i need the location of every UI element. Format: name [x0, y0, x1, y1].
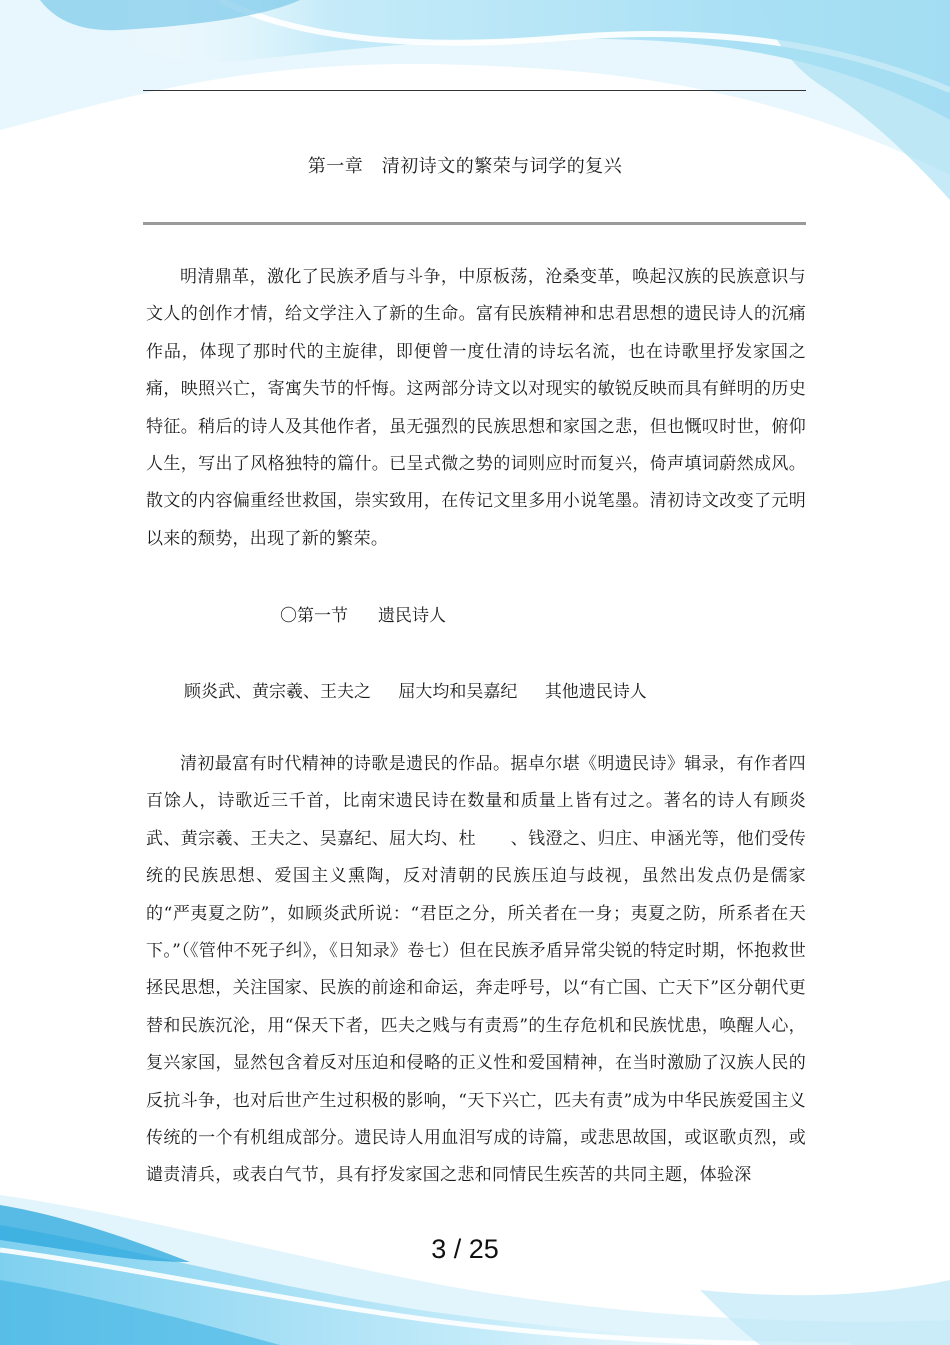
- title-divider: [143, 222, 806, 225]
- topic-item: 屈大均和吴嘉纪: [398, 682, 518, 702]
- intro-paragraph: 明清鼎革，激化了民族矛盾与斗争，中原板荡，沧桑变革，唤起汉族的民族意识与文人的创作才情，给文学注入了新的生命。富有民族精神和忠君思想的遗民诗人的沉痛作品，体现了那时代的主旋律，即便曾一度仕清的诗坛名流，也在诗歌里抒发家国之痛，映照兴亡，寄寓失节的忏悔。这两部分诗文以对现实的敏锐反映而具有鲜明的历史特征。稍后的诗人及其他作者，虽无强烈的民族思想和家国之悲，但也慨叹时世，俯仰人生，写出了风格独特的篇什。已呈式微之势的词则应时而复兴，倚声填词蔚然成风。散文的内容偏重经世救国，崇实致用，在传记文里多用小说笔墨。清初诗文改变了元明以来的颓势，出现了新的繁荣。: [146, 267, 806, 549]
- topic-item: 顾炎武、黄宗羲、王夫之: [184, 682, 371, 702]
- page-number: 3 / 25: [431, 1234, 499, 1264]
- header-rule: [143, 90, 806, 91]
- section-topics: [184, 677, 647, 702]
- chapter-title: 第一章 清初诗文的繁荣与词学的复兴: [307, 156, 623, 177]
- body-paragraph: 清初最富有时代精神的诗歌是遗民的作品。据卓尔堪《明遗民诗》辑录，有作者四百馀人，诗歌近三千首，比南宋遗民诗在数量和质量上皆有过之。著名的诗人有顾炎武、黄宗羲、王夫之、吴嘉纪、屈大均、杜 、钱澄之、归庄、申涵光等，他们受传统的民族思想、爱国主义熏陶，反对清朝的民族压迫与歧视，虽然出发点仍是儒家的“严夷夏之防”，如顾炎武所说：“君臣之分，所关者在一身；夷夏之防，所系者在天下。”（《管仲不死子纠》，《日知录》卷七）但在民族矛盾异常尖锐的特定时期，怀抱救世拯民思想，关注国家、民族的前途和命运，奔走呼号，以“有亡国、亡天下”区分朝代更替和民族沉沦，用“保天下者，匹夫之贱与有责焉”的生存危机和民族忧患，唤醒人心，复兴家国，显然包含着反对压迫和侵略的正义性和爱国精神，在当时激励了汉族人民的反抗斗争，也对后世产生过积极的影响，“天下兴亡，匹夫有责”成为中华民族爱国主义传统的一个有机组成部分。遗民诗人用血泪写成的诗篇，或悲思故国，或讴歌贞烈，或谴责清兵，或表白气节，具有抒发家国之悲和同情民生疾苦的共同主题，体验深: [146, 754, 806, 1186]
- section-heading: [280, 601, 446, 626]
- section-title: 遗民诗人: [378, 606, 446, 626]
- topic-item: 其他遗民诗人: [544, 682, 647, 702]
- section-number: 〇第一节: [280, 606, 348, 626]
